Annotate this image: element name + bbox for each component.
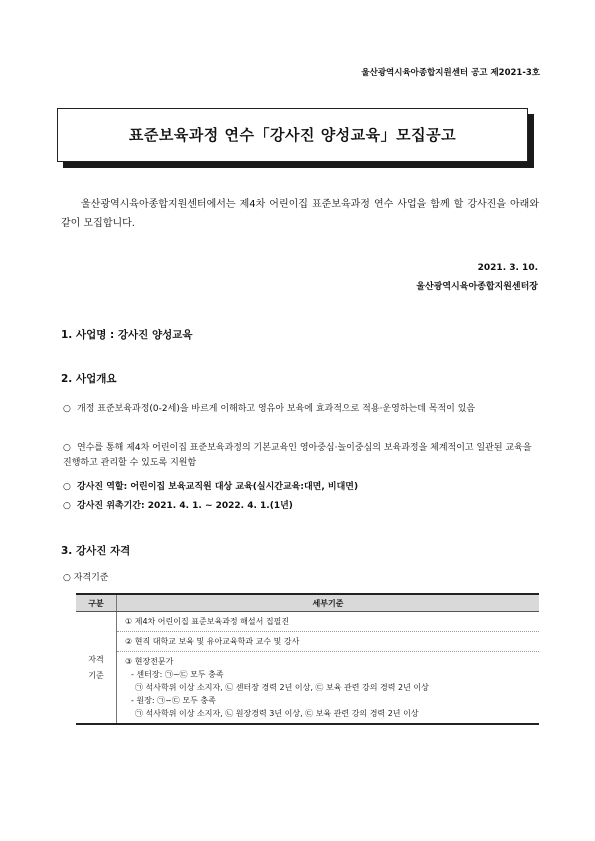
notice-number: 울산광역시육아종합지원센터 공고 제2021-3호 bbox=[361, 68, 540, 78]
overview-item-2 bbox=[63, 441, 543, 471]
intro-text: 울산광역시육아종합지원센터에서는 제4차 어린이집 표준보육과정 연수 사업을 함께 할 강사진을 아래와 같이 모집합니다. bbox=[61, 199, 539, 229]
criteria-row-3 bbox=[117, 652, 539, 723]
center-director-detail: ㉠ 석사학위 이상 소지자, ㉡ 센터장 경력 2년 이상, ㉢ 보육 관련 강의 경력 2년 이상 bbox=[135, 683, 429, 692]
center-director-criteria: - 센터장: ㉠~㉢ 모두 충족 bbox=[131, 670, 224, 679]
category-line: 자격 bbox=[88, 654, 104, 664]
category-cell bbox=[76, 612, 117, 725]
overview-item-3 bbox=[63, 480, 543, 495]
overview-item-text: 강사진 위촉기간: 2021. 4. 1. ~ 2022. 4. 1.(1년) bbox=[77, 501, 293, 511]
document-title: 표준보육과정 연수「강사진 양성교육」모집공고 bbox=[128, 126, 457, 144]
table-row bbox=[76, 612, 539, 725]
director-criteria: - 원장: ㉠~㉢ 모두 충족 bbox=[131, 696, 216, 705]
bullet-marker: ○ bbox=[63, 443, 71, 453]
section2-heading: 2. 사업개요 bbox=[61, 373, 117, 385]
qualification-table bbox=[76, 593, 539, 725]
criteria-subheading: ○ 자격기준 bbox=[63, 573, 109, 583]
overview-item-1 bbox=[63, 402, 543, 417]
intro-paragraph bbox=[61, 195, 539, 233]
overview-item-text: 개정 표준보육과정(0-2세)을 바르게 이해하고 영유아 보육에 효과적으로 적용·운영하는데 목적이 있음 bbox=[77, 404, 476, 414]
bullet-marker: ○ bbox=[63, 501, 71, 511]
overview-item-text: 강사진 역할: 어린이집 보육교직원 대상 교육(실시간교육:대면, 비대면) bbox=[77, 482, 359, 492]
bullet-marker: ○ bbox=[63, 482, 71, 492]
title-box bbox=[57, 108, 528, 162]
criteria-row-3-head: ③ 현장전문가 bbox=[125, 657, 174, 666]
overview-item-text: 연수를 통해 제4차 어린이집 표준보육과정의 기본교육인 영아중심·놀이중심의 보육과정을 체계적이고 일관된 교육을 진행하고 관리할 수 있도록 지원함 bbox=[63, 443, 532, 468]
column-header-details: 세부기준 bbox=[117, 594, 540, 612]
notice-date: 2021. 3. 10. bbox=[477, 263, 538, 273]
section3-heading: 3. 강사진 자격 bbox=[61, 545, 131, 557]
bullet-marker: ○ bbox=[63, 404, 71, 414]
column-header-category: 구분 bbox=[76, 594, 117, 612]
details-cell bbox=[117, 612, 540, 725]
category-line: 기준 bbox=[88, 670, 104, 680]
table-header-row bbox=[76, 594, 539, 612]
criteria-row-1: ① 제4차 어린이집 표준보육과정 해설서 집필진 bbox=[117, 612, 539, 632]
overview-item-4 bbox=[63, 499, 543, 514]
criteria-row-2: ② 현직 대학교 보육 및 유아교육학과 교수 및 강사 bbox=[117, 632, 539, 652]
issuing-organization: 울산광역시육아종합지원센터장 bbox=[416, 282, 538, 292]
director-detail: ㉠ 석사학위 이상 소지자, ㉡ 원장경력 3년 이상, ㉢ 보육 관련 강의 경력 2년 이상 bbox=[135, 709, 419, 718]
section1-heading: 1. 사업명 : 강사진 양성교육 bbox=[61, 329, 193, 341]
